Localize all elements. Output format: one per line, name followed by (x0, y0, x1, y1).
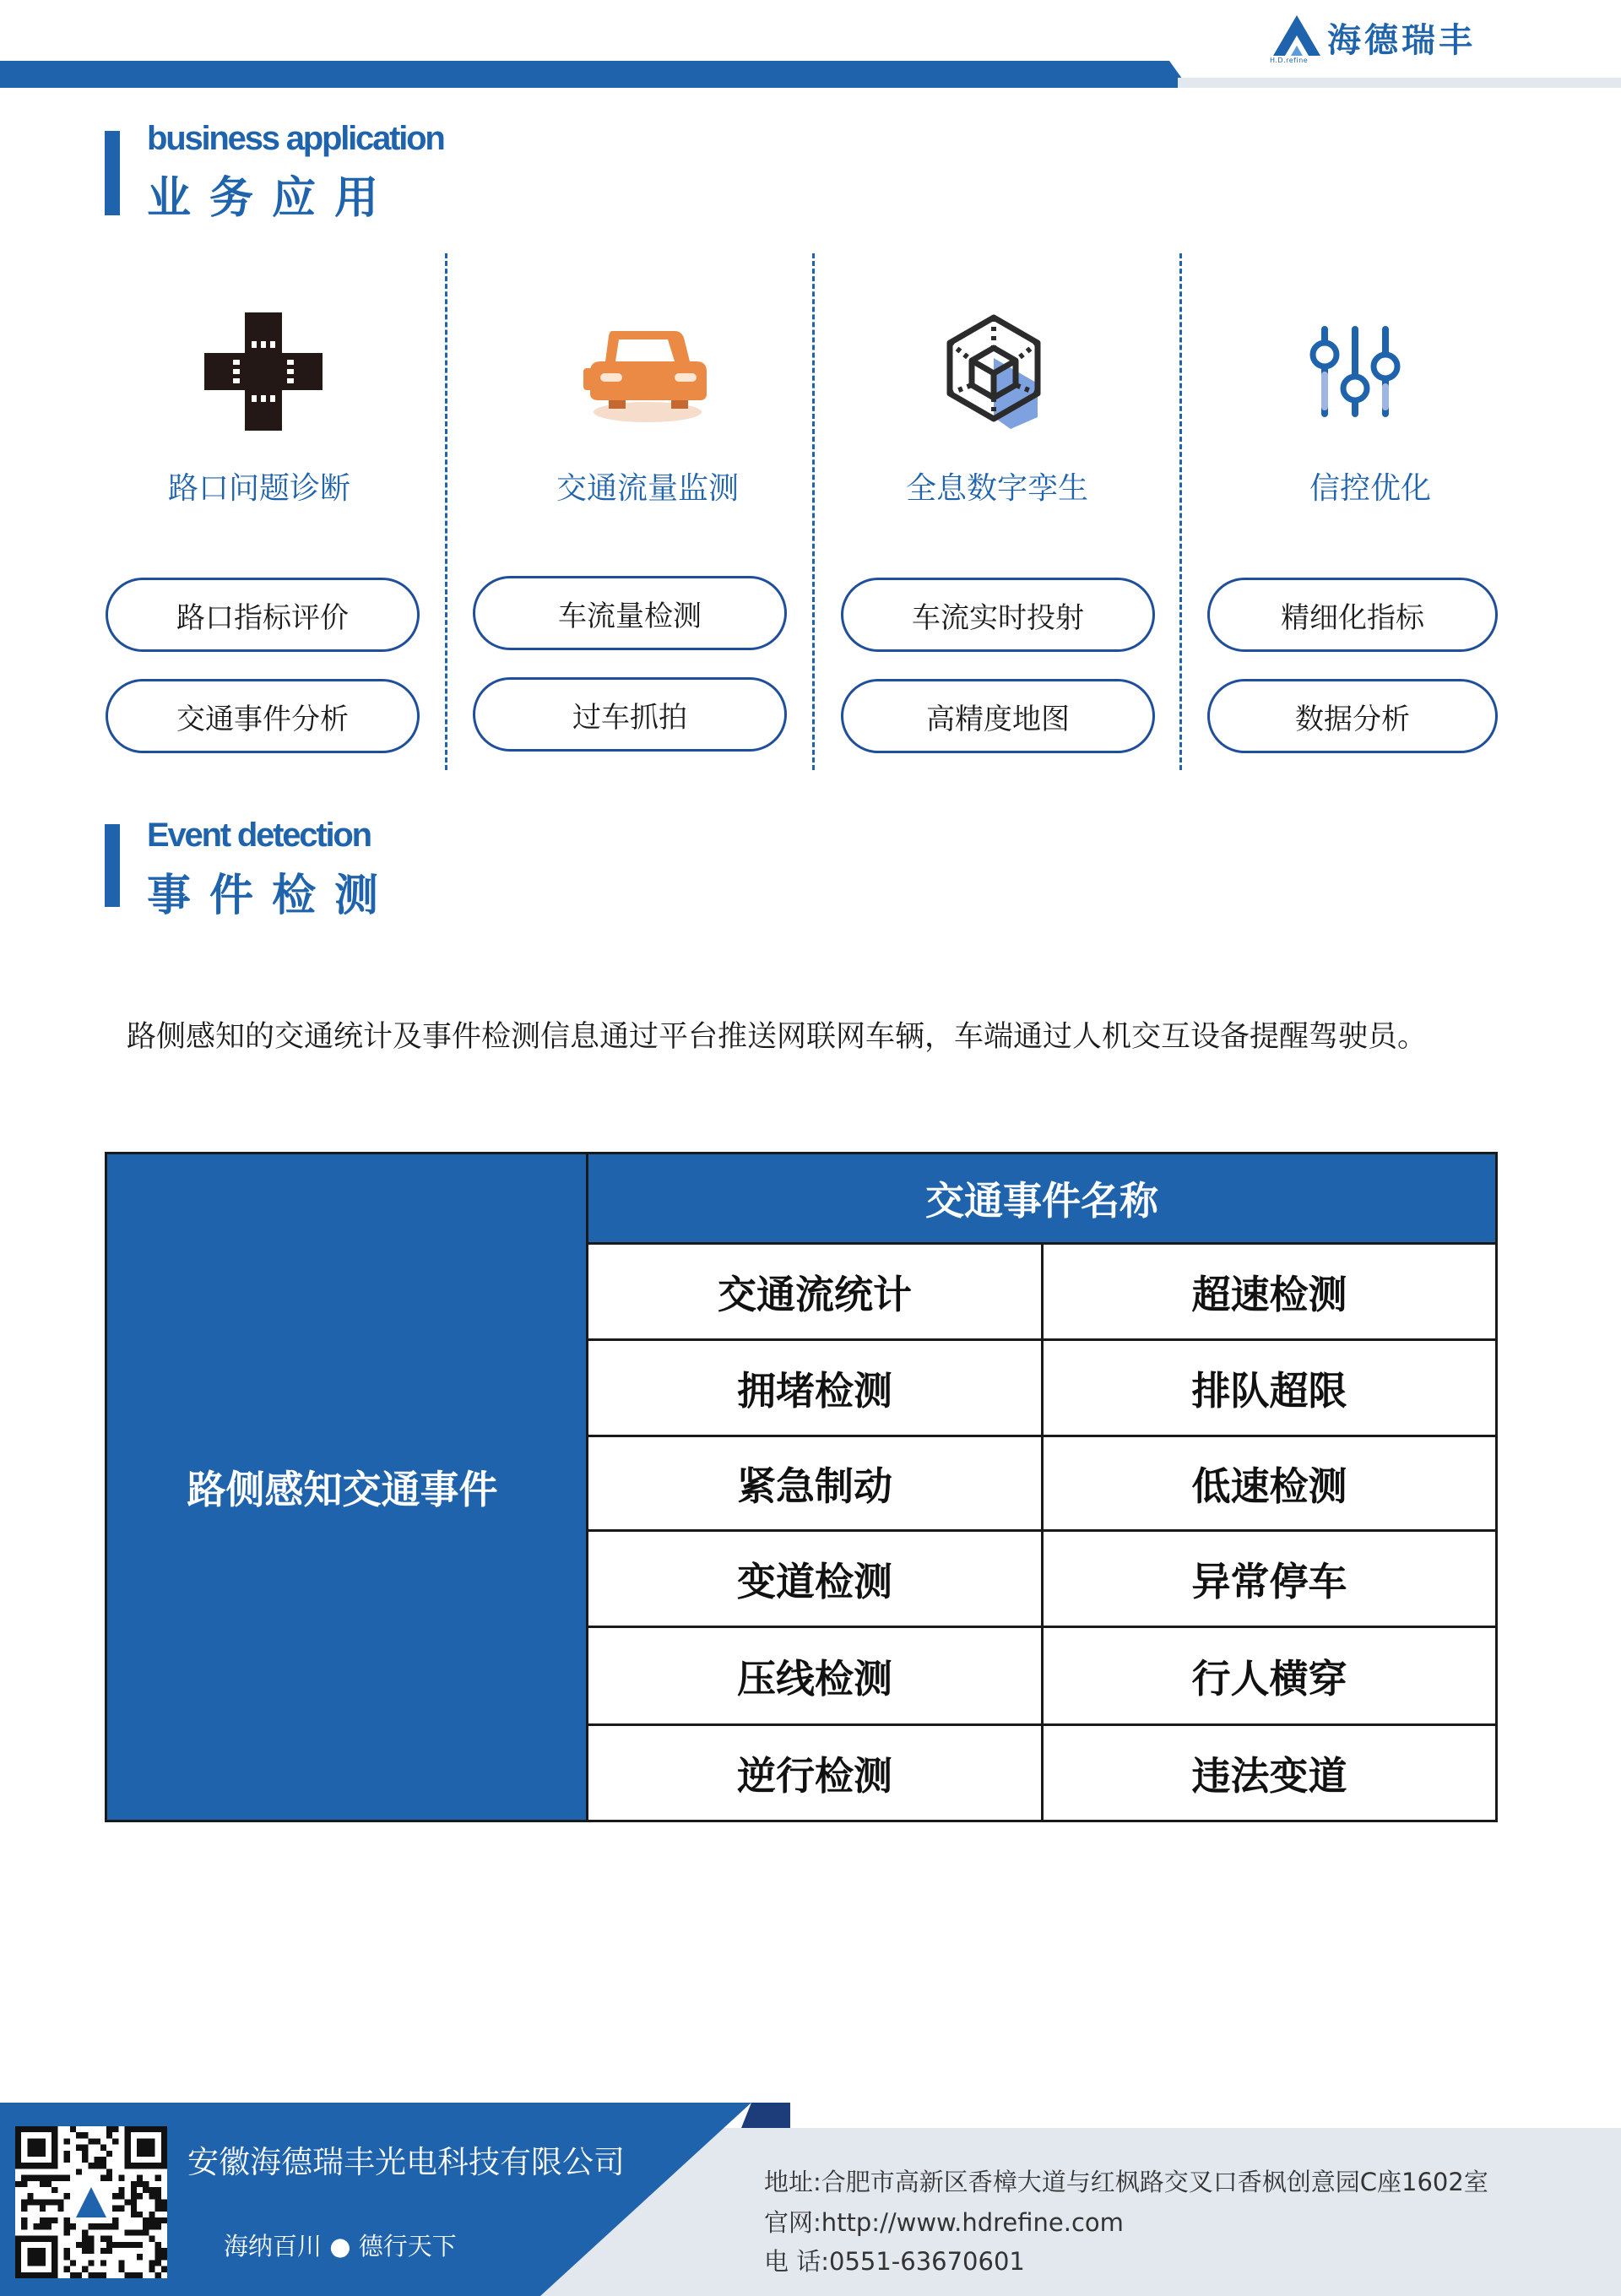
tag-pill[interactable]: 过车抓拍 (473, 677, 787, 752)
table-cell: 排队超限 (1044, 1341, 1498, 1437)
logo-text: 海德瑞丰 (1327, 20, 1476, 60)
table-cell: 紧急制动 (588, 1437, 1044, 1532)
column-title: 交通流量监测 (556, 471, 739, 506)
tag-pill[interactable]: 路口指标评价 (106, 578, 420, 652)
tag-pill[interactable]: 车流实时投射 (841, 578, 1155, 652)
tag-pill[interactable]: 车流量检测 (473, 576, 787, 650)
logo-subtext: H.D.refine (1270, 57, 1309, 64)
brand-logo[interactable] (1268, 12, 1476, 62)
section-title-en: Event detection (147, 817, 371, 854)
table-cell: 行人横穿 (1044, 1628, 1498, 1726)
footer-website[interactable]: 官网:http://www.hdrefine.com (764, 2208, 1124, 2237)
column-title: 信控优化 (1309, 471, 1431, 506)
tag-pill[interactable]: 交通事件分析 (106, 679, 420, 753)
event-table (105, 1152, 1498, 1822)
footer-accent (741, 2103, 790, 2128)
tag-pill[interactable]: 高精度地图 (841, 679, 1155, 753)
section-description: 路侧感知的交通统计及事件检测信息通过平台推送网联网车辆，车端通过人机交互设备提醒驾驶员。 (127, 1020, 1428, 1054)
cube-icon (816, 312, 1179, 439)
table-cell: 压线检测 (588, 1628, 1044, 1726)
footer-address: 地址:合肥市高新区香樟大道与红枫路交叉口香枫创意园C座1602室 (764, 2168, 1488, 2196)
column-title: 全息数字孪生 (905, 471, 1088, 506)
section-title-zh: 事件检测 (147, 871, 398, 921)
table-row-header-text: 路侧感知交通事件 (187, 1467, 498, 1512)
car-icon (466, 312, 829, 439)
column-divider (445, 253, 447, 770)
section-marker (105, 131, 120, 215)
footer-slogan: 海纳百川 ● 德行天下 (224, 2232, 457, 2261)
table-cell: 异常停车 (1044, 1532, 1498, 1628)
footer-phone: 电 话:0551-63670601 (764, 2247, 1025, 2276)
table-row-header (105, 1152, 588, 1822)
section-title-en: business application (147, 120, 444, 157)
crossroad-icon (82, 312, 445, 439)
table-cell: 超速检测 (1044, 1245, 1498, 1341)
table-column-header (588, 1152, 1498, 1245)
table-cell: 低速检测 (1044, 1437, 1498, 1532)
tag-pill[interactable]: 数据分析 (1207, 679, 1498, 753)
table-cell: 变道检测 (588, 1532, 1044, 1628)
column-title: 路口问题诊断 (167, 471, 350, 506)
header-band (0, 61, 1189, 88)
table-cell: 交通流统计 (588, 1245, 1044, 1341)
tag-pill[interactable]: 精细化指标 (1207, 578, 1498, 652)
section-marker (105, 824, 120, 907)
section-title-zh: 业务应用 (147, 173, 398, 224)
sliders-icon (1174, 312, 1537, 439)
footer-company: 安徽海德瑞丰光电科技有限公司 (187, 2144, 625, 2180)
table-cell: 违法变道 (1044, 1726, 1498, 1822)
table-cell: 拥堵检测 (588, 1341, 1044, 1437)
table-column-header-text: 交通事件名称 (925, 1178, 1158, 1224)
header-grey-strip (1178, 78, 1621, 88)
logo-triangle-icon (1268, 12, 1326, 62)
table-cell: 逆行检测 (588, 1726, 1044, 1822)
qr-code-icon (15, 2126, 167, 2278)
